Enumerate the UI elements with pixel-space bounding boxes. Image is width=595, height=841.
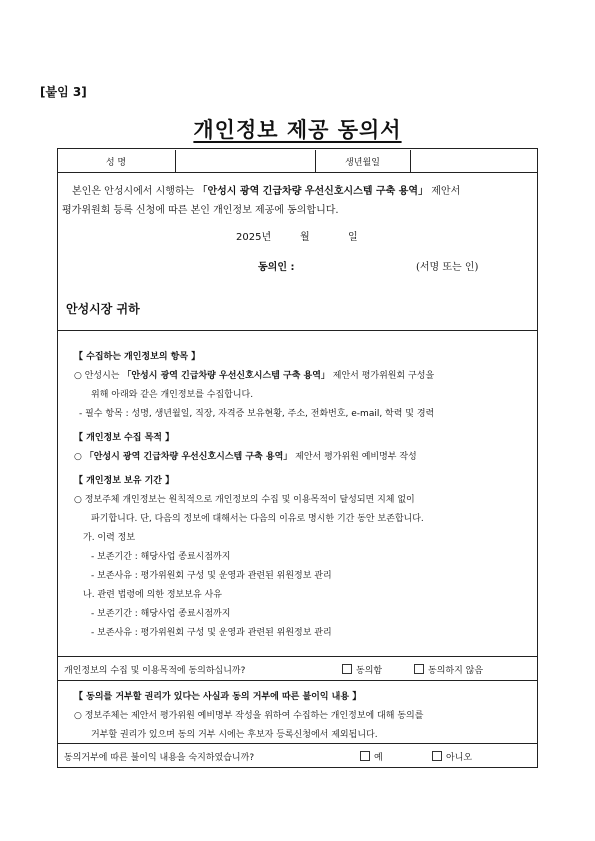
disagree-option[interactable]	[414, 663, 483, 676]
retention-history-period: - 보존기간 : 해당사업 종료시점까지	[91, 552, 231, 562]
document-title-text: 개인정보 제공 동의서	[193, 118, 402, 142]
retention-heading: 【 개인정보 보유 기간 】	[74, 476, 175, 486]
no-label: 아니오	[446, 753, 473, 763]
refusal-heading: 【 동의를 거부할 권리가 있다는 사실과 동의 거부에 따른 불이익 내용 】	[74, 692, 362, 702]
project-name: 「안성시 광역 긴급차량 우선신호시스템 구축 용역」	[122, 371, 330, 381]
birth-date-label: 생년월일	[345, 158, 380, 168]
signer-field[interactable]	[315, 254, 405, 272]
consent-question: 개인정보의 수집 및 이용목적에 동의하십니까?	[64, 666, 246, 676]
refusal-line1: ○ 정보주체는 제안서 평가위원 예비명부 작성을 위하여 수집하는 개인정보에 대해 동의를	[74, 711, 424, 721]
purpose-suffix: 제안서 평가위원 예비명부 작성	[292, 452, 417, 462]
yes-option[interactable]	[360, 750, 383, 763]
retention-history-reason: - 보존사유 : 평가위원회 구성 및 운영과 관련된 위원정보 관리	[91, 571, 332, 581]
purpose-heading: 【 개인정보 수집 목적 】	[74, 433, 175, 443]
retention-line2: 파기합니다. 단, 다음의 정보에 대해서는 다음의 이유로 명시한 기간 동안 보존합니다.	[91, 514, 424, 524]
divider	[57, 743, 538, 744]
date-day: 일	[348, 232, 358, 243]
retention-legal-period: - 보존기간 : 해당사업 종료시점까지	[91, 609, 231, 619]
name-field[interactable]	[178, 152, 312, 170]
purpose-line	[74, 449, 417, 462]
divider	[57, 330, 538, 331]
project-name: 「안성시 광역 긴급차량 우선신호시스템 구축 용역」	[84, 452, 293, 462]
project-name: 「안성시 광역 긴급차량 우선신호시스템 구축 용역」	[197, 186, 429, 197]
refusal-line2: 거부할 권리가 있으며 동의 거부 시에는 후보자 등록신청에서 제외됩니다.	[91, 730, 378, 740]
yes-checkbox[interactable]	[360, 751, 370, 761]
items-line1	[74, 368, 434, 381]
date-year: 2025년	[236, 232, 272, 243]
items-heading: 【 수집하는 개인정보의 항목 】	[74, 352, 201, 362]
birth-date-field[interactable]	[413, 152, 535, 170]
consent-statement-line2: 평가위원회 등록 신청에 따른 본인 개인정보 제공에 동의합니다.	[62, 205, 339, 216]
no-option[interactable]	[432, 750, 472, 763]
no-checkbox[interactable]	[432, 751, 442, 761]
consent-intro-suffix: 제안서	[428, 186, 461, 197]
retention-line1: ○ 정보주체 개인정보는 원칙적으로 개인정보의 수집 및 이용목적이 달성되면 지체 없이	[74, 495, 415, 505]
divider	[410, 150, 411, 172]
name-label: 성 명	[105, 158, 127, 168]
purpose-prefix: ○	[74, 452, 85, 462]
agree-option[interactable]	[342, 663, 382, 676]
signature-note: (서명 또는 인)	[416, 262, 479, 273]
disagree-checkbox[interactable]	[414, 664, 424, 674]
yes-label: 예	[374, 753, 383, 763]
acknowledge-question: 동의거부에 따른 불이익 내용을 숙지하였습니까?	[64, 753, 255, 763]
divider	[57, 680, 538, 681]
retention-history-title: 가. 이력 정보	[83, 533, 136, 543]
consent-statement-line1	[72, 182, 460, 197]
divider	[57, 656, 538, 657]
divider	[57, 172, 538, 173]
attachment-label: [붙임 3]	[40, 85, 87, 99]
retention-legal-reason: - 보존사유 : 평가위원회 구성 및 운영과 관련된 위원정보 관리	[91, 628, 332, 638]
agree-label: 동의함	[356, 666, 383, 676]
items-line2: 위해 아래와 같은 개인정보를 수집합니다.	[91, 390, 254, 400]
divider	[175, 150, 176, 172]
consent-intro-prefix: 본인은 안성시에서 시행하는	[72, 186, 198, 197]
signer-label: 동의인 :	[258, 262, 295, 273]
items-line1-prefix: ○ 안성시는	[74, 371, 123, 381]
items-required-fields: - 필수 항목 : 성명, 생년월일, 직장, 자격증 보유현황, 주소, 전화번호, e-mail, 학력 및 경력	[79, 409, 435, 419]
document-title	[0, 114, 595, 144]
items-line1-suffix: 제안서 평가위원회 구성을	[329, 371, 435, 381]
date-month: 월	[300, 232, 310, 243]
disagree-label: 동의하지 않음	[428, 666, 484, 676]
retention-legal-title: 나. 관련 법령에 의한 정보보유 사유	[83, 590, 222, 600]
addressee: 안성시장 귀하	[66, 302, 140, 316]
agree-checkbox[interactable]	[342, 664, 352, 674]
